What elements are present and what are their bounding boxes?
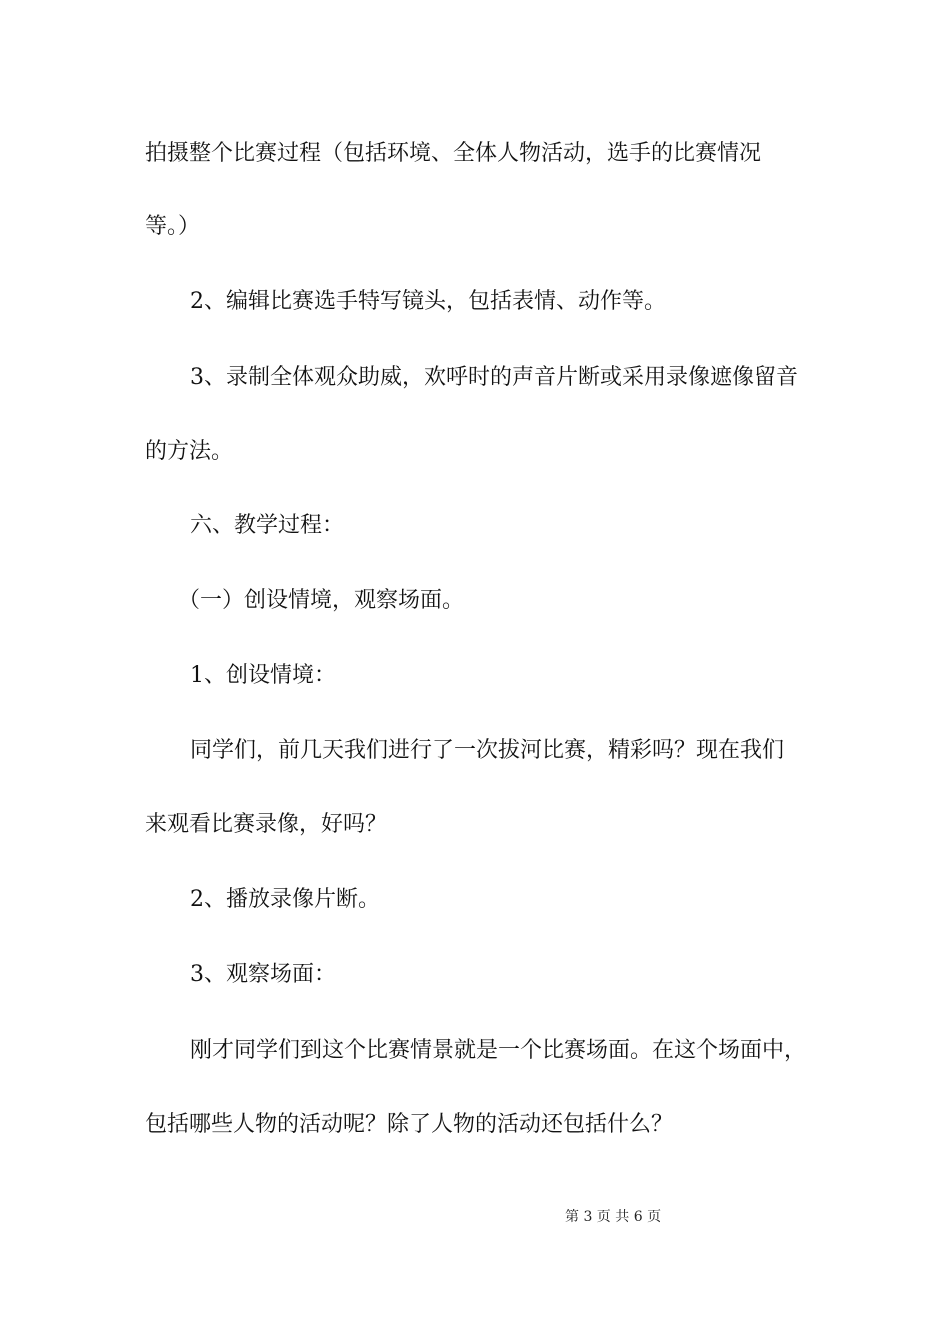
paragraph-line: 2、播放录像片断。	[190, 887, 380, 912]
paragraph-line: 包括哪些人物的活动呢？除了人物的活动还包括什么？	[145, 1112, 674, 1137]
paragraph-line: 2、编辑比赛选手特写镜头，包括表情、动作等。	[190, 289, 666, 314]
section-heading: 六、教学过程：	[190, 513, 345, 538]
paragraph-line: 等。）	[145, 214, 201, 239]
paragraph-line: 拍摄整个比赛过程（包括环境、全体人物活动，选手的比赛情况	[145, 141, 762, 166]
page-number-footer: 第 3 页 共 6 页	[565, 1209, 662, 1225]
paragraph-line: 的方法。	[145, 439, 234, 464]
paragraph-line: 3、录制全体观众助威，欢呼时的声音片断或采用录像遮像留音	[190, 365, 798, 390]
paragraph-line: 刚才同学们到这个比赛情景就是一个比赛场面。在这个场面中，	[190, 1038, 807, 1063]
paragraph-line: 3、观察场面：	[190, 962, 336, 987]
paragraph-line: 来观看比赛录像，好吗？	[145, 812, 388, 837]
subsection-heading: （一）创设情境，观察场面。	[178, 588, 465, 613]
paragraph-line: 同学们，前几天我们进行了一次拔河比赛，精彩吗？现在我们	[190, 738, 785, 763]
paragraph-line: 1、创设情境：	[190, 663, 336, 688]
